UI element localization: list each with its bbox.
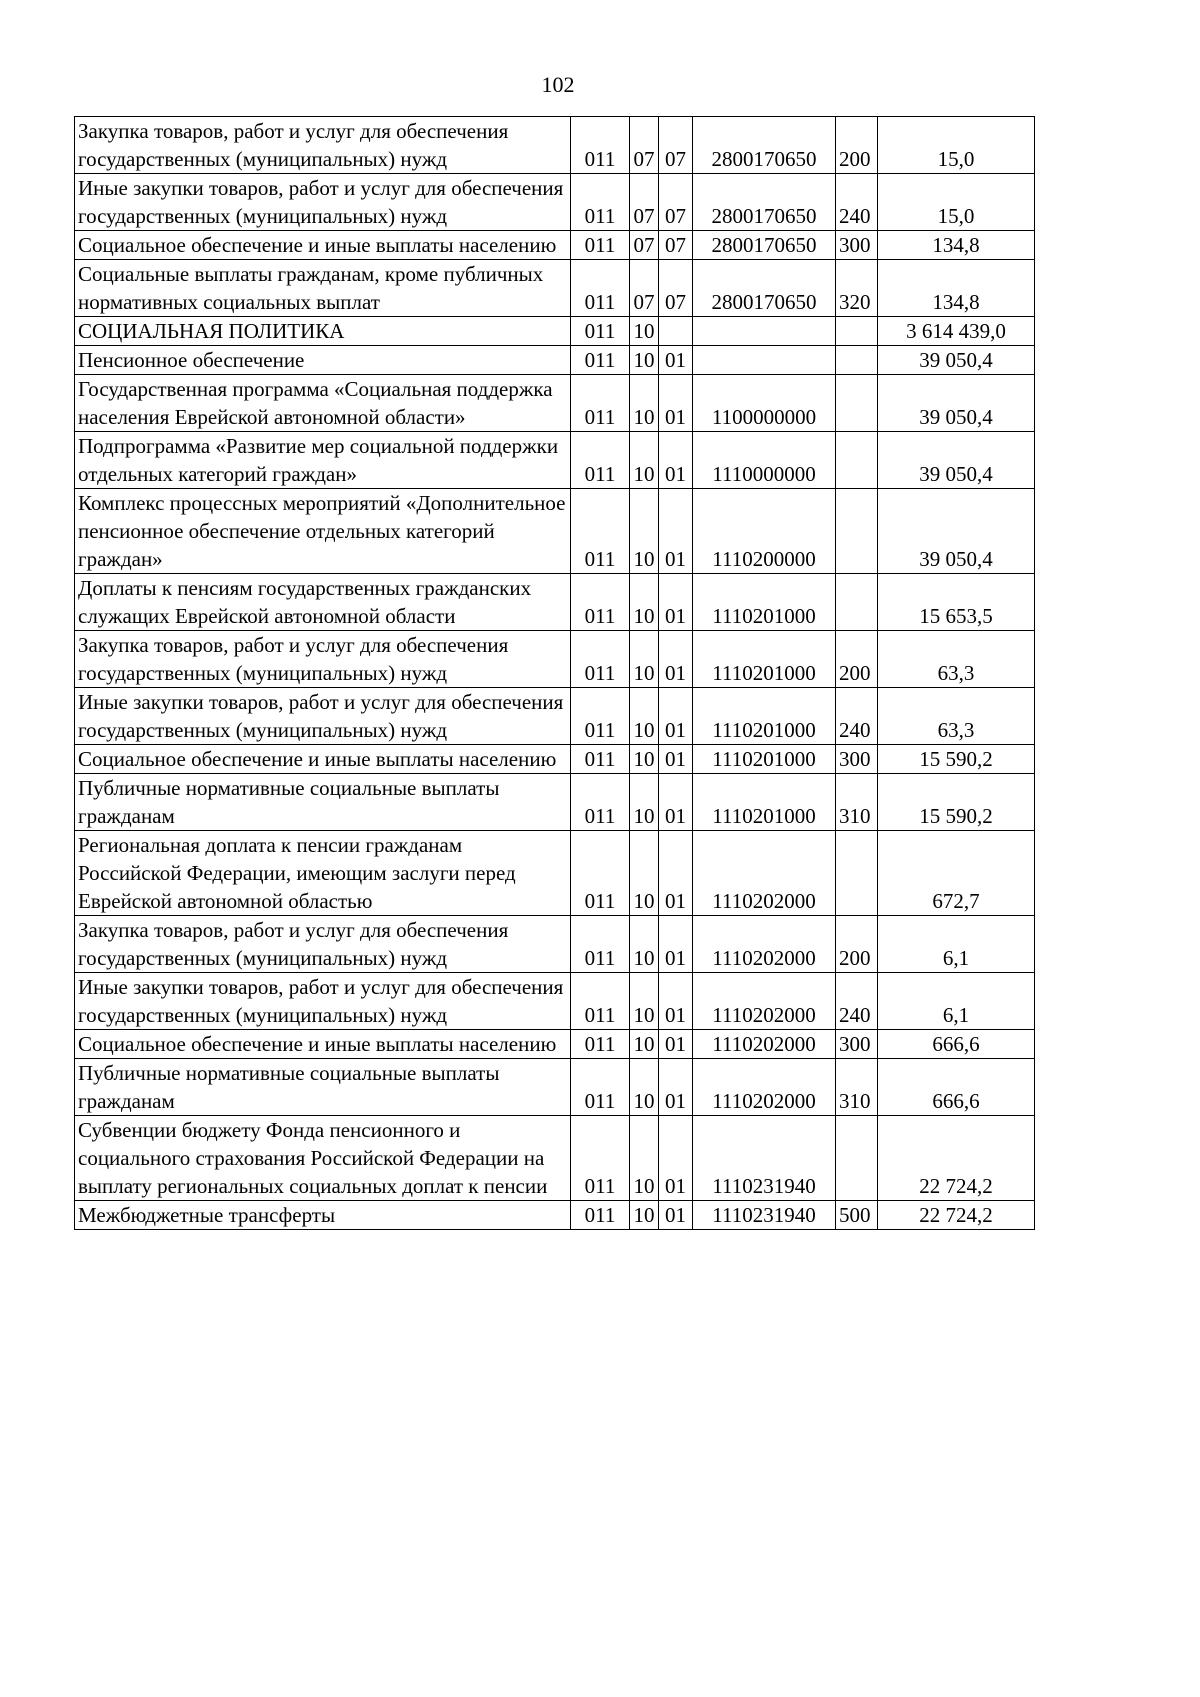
sum-cell: 15 590,2 [878,774,1035,831]
table-row [75,688,1035,745]
target-article-cell: 1110201000 [693,631,836,688]
expense-type-cell: 300 [836,231,878,260]
section-code-cell: 10 [630,317,659,346]
section-code-cell: 10 [630,1201,659,1230]
section-code-cell: 10 [630,973,659,1030]
sum-cell: 22 724,2 [878,1201,1035,1230]
expense-name-cell: Закупка товаров, работ и услуг для обеспечения государственных (муниципальных) нужд [75,916,571,973]
subsection-code-cell: 01 [659,973,693,1030]
section-code-cell: 10 [630,432,659,489]
target-article-cell: 1110202000 [693,1059,836,1116]
table-row [75,631,1035,688]
target-article-cell: 1110231940 [693,1201,836,1230]
expense-type-cell: 240 [836,174,878,231]
subsection-code-cell: 01 [659,1116,693,1201]
subsection-code-cell: 01 [659,432,693,489]
expense-name-cell: Социальное обеспечение и иные выплаты населению [75,1030,571,1059]
budget-table [74,116,1035,1230]
ministry-code-cell: 011 [571,375,630,432]
section-code-cell: 10 [630,346,659,375]
sum-cell: 39 050,4 [878,346,1035,375]
section-code-cell: 10 [630,1030,659,1059]
table-row [75,1201,1035,1230]
section-code-cell: 10 [630,831,659,916]
subsection-code-cell: 01 [659,631,693,688]
expense-type-cell: 200 [836,631,878,688]
table-row [75,574,1035,631]
table-row [75,916,1035,973]
table-row [75,489,1035,574]
subsection-code-cell: 01 [659,1059,693,1116]
expense-type-cell [836,574,878,631]
expense-type-cell [836,489,878,574]
target-article-cell: 1100000000 [693,375,836,432]
expense-type-cell: 300 [836,1030,878,1059]
sum-cell: 3 614 439,0 [878,317,1035,346]
subsection-code-cell: 07 [659,117,693,174]
table-row [75,260,1035,317]
ministry-code-cell: 011 [571,1201,630,1230]
section-code-cell: 07 [630,174,659,231]
ministry-code-cell: 011 [571,574,630,631]
sum-cell: 666,6 [878,1059,1035,1116]
target-article-cell: 2800170650 [693,231,836,260]
section-code-cell: 07 [630,260,659,317]
ministry-code-cell: 011 [571,260,630,317]
target-article-cell: 1110202000 [693,973,836,1030]
expense-name-cell: Субвенции бюджету Фонда пенсионного и социального страхования Российской Федерации на выплату региональных социальных доплат к пенсии [75,1116,571,1201]
section-code-cell: 10 [630,1059,659,1116]
subsection-code-cell: 01 [659,688,693,745]
expense-name-cell: Пенсионное обеспечение [75,346,571,375]
budget-table-body [75,117,1035,1230]
expense-name-cell: Социальные выплаты гражданам, кроме публичных нормативных социальных выплат [75,260,571,317]
ministry-code-cell: 011 [571,231,630,260]
expense-name-cell: Закупка товаров, работ и услуг для обеспечения государственных (муниципальных) нужд [75,631,571,688]
table-row [75,375,1035,432]
ministry-code-cell: 011 [571,916,630,973]
sum-cell: 15 590,2 [878,745,1035,774]
expense-type-cell: 320 [836,260,878,317]
target-article-cell: 1110201000 [693,774,836,831]
ministry-code-cell: 011 [571,432,630,489]
table-row [75,346,1035,375]
table-row [75,174,1035,231]
ministry-code-cell: 011 [571,489,630,574]
target-article-cell: 1110202000 [693,831,836,916]
ministry-code-cell: 011 [571,346,630,375]
ministry-code-cell: 011 [571,1030,630,1059]
subsection-code-cell: 01 [659,489,693,574]
subsection-code-cell: 07 [659,260,693,317]
target-article-cell [693,346,836,375]
sum-cell: 134,8 [878,260,1035,317]
expense-name-cell: СОЦИАЛЬНАЯ ПОЛИТИКА [75,317,571,346]
sum-cell: 6,1 [878,916,1035,973]
table-row [75,1030,1035,1059]
table-row [75,973,1035,1030]
target-article-cell: 1110202000 [693,916,836,973]
sum-cell: 39 050,4 [878,432,1035,489]
ministry-code-cell: 011 [571,745,630,774]
expense-name-cell: Социальное обеспечение и иные выплаты населению [75,231,571,260]
subsection-code-cell: 01 [659,916,693,973]
subsection-code-cell [659,317,693,346]
target-article-cell: 1110202000 [693,1030,836,1059]
expense-type-cell: 310 [836,1059,878,1116]
sum-cell: 63,3 [878,688,1035,745]
section-code-cell: 10 [630,688,659,745]
expense-name-cell: Доплаты к пенсиям государственных гражданских служащих Еврейской автономной области [75,574,571,631]
expense-name-cell: Публичные нормативные социальные выплаты гражданам [75,774,571,831]
expense-type-cell: 300 [836,745,878,774]
section-code-cell: 10 [630,489,659,574]
subsection-code-cell: 01 [659,346,693,375]
ministry-code-cell: 011 [571,831,630,916]
expense-name-cell: Иные закупки товаров, работ и услуг для обеспечения государственных (муниципальных) нужд [75,174,571,231]
table-row [75,231,1035,260]
target-article-cell: 1110201000 [693,574,836,631]
expense-type-cell: 310 [836,774,878,831]
section-code-cell: 10 [630,1116,659,1201]
expense-name-cell: Иные закупки товаров, работ и услуг для обеспечения государственных (муниципальных) нужд [75,688,571,745]
expense-type-cell [836,375,878,432]
expense-type-cell [836,831,878,916]
expense-type-cell: 200 [836,117,878,174]
ministry-code-cell: 011 [571,688,630,745]
section-code-cell: 10 [630,774,659,831]
sum-cell: 15,0 [878,174,1035,231]
sum-cell: 666,6 [878,1030,1035,1059]
table-row [75,1116,1035,1201]
target-article-cell: 1110000000 [693,432,836,489]
target-article-cell: 2800170650 [693,117,836,174]
ministry-code-cell: 011 [571,1116,630,1201]
expense-name-cell: Социальное обеспечение и иные выплаты населению [75,745,571,774]
section-code-cell: 10 [630,375,659,432]
expense-name-cell: Комплекс процессных мероприятий «Дополнительное пенсионное обеспечение отдельных категорий граждан» [75,489,571,574]
target-article-cell: 1110201000 [693,745,836,774]
expense-type-cell [836,432,878,489]
table-row [75,432,1035,489]
table-row [75,117,1035,174]
ministry-code-cell: 011 [571,973,630,1030]
subsection-code-cell: 07 [659,174,693,231]
sum-cell: 15 653,5 [878,574,1035,631]
page-number: 102 [541,72,575,97]
target-article-cell: 1110200000 [693,489,836,574]
sum-cell: 22 724,2 [878,1116,1035,1201]
expense-type-cell [836,346,878,375]
target-article-cell [693,317,836,346]
expense-name-cell: Публичные нормативные социальные выплаты гражданам [75,1059,571,1116]
sum-cell: 15,0 [878,117,1035,174]
subsection-code-cell: 01 [659,574,693,631]
sum-cell: 6,1 [878,973,1035,1030]
expense-name-cell: Межбюджетные трансферты [75,1201,571,1230]
subsection-code-cell: 01 [659,1030,693,1059]
sum-cell: 63,3 [878,631,1035,688]
subsection-code-cell: 01 [659,774,693,831]
sum-cell: 134,8 [878,231,1035,260]
expense-type-cell: 500 [836,1201,878,1230]
sum-cell: 39 050,4 [878,489,1035,574]
expense-name-cell: Подпрограмма «Развитие мер социальной поддержки отдельных категорий граждан» [75,432,571,489]
expense-name-cell: Иные закупки товаров, работ и услуг для обеспечения государственных (муниципальных) нужд [75,973,571,1030]
table-row [75,774,1035,831]
subsection-code-cell: 07 [659,231,693,260]
section-code-cell: 10 [630,631,659,688]
target-article-cell: 2800170650 [693,174,836,231]
table-row [75,317,1035,346]
table-row [75,831,1035,916]
expense-type-cell [836,1116,878,1201]
ministry-code-cell: 011 [571,174,630,231]
target-article-cell: 1110201000 [693,688,836,745]
section-code-cell: 07 [630,231,659,260]
expense-type-cell: 200 [836,916,878,973]
ministry-code-cell: 011 [571,117,630,174]
table-row [75,1059,1035,1116]
table-row [75,745,1035,774]
target-article-cell: 1110231940 [693,1116,836,1201]
expense-type-cell: 240 [836,973,878,1030]
expense-name-cell: Закупка товаров, работ и услуг для обеспечения государственных (муниципальных) нужд [75,117,571,174]
subsection-code-cell: 01 [659,375,693,432]
target-article-cell: 2800170650 [693,260,836,317]
expense-type-cell: 240 [836,688,878,745]
ministry-code-cell: 011 [571,631,630,688]
subsection-code-cell: 01 [659,831,693,916]
ministry-code-cell: 011 [571,1059,630,1116]
ministry-code-cell: 011 [571,774,630,831]
section-code-cell: 07 [630,117,659,174]
ministry-code-cell: 011 [571,317,630,346]
section-code-cell: 10 [630,916,659,973]
expense-type-cell [836,317,878,346]
expense-name-cell: Региональная доплата к пенсии гражданам Российской Федерации, имеющим заслуги перед Еврейской автономной областью [75,831,571,916]
subsection-code-cell: 01 [659,745,693,774]
section-code-cell: 10 [630,745,659,774]
sum-cell: 672,7 [878,831,1035,916]
subsection-code-cell: 01 [659,1201,693,1230]
expense-name-cell: Государственная программа «Социальная поддержка населения Еврейской автономной области» [75,375,571,432]
sum-cell: 39 050,4 [878,375,1035,432]
section-code-cell: 10 [630,574,659,631]
